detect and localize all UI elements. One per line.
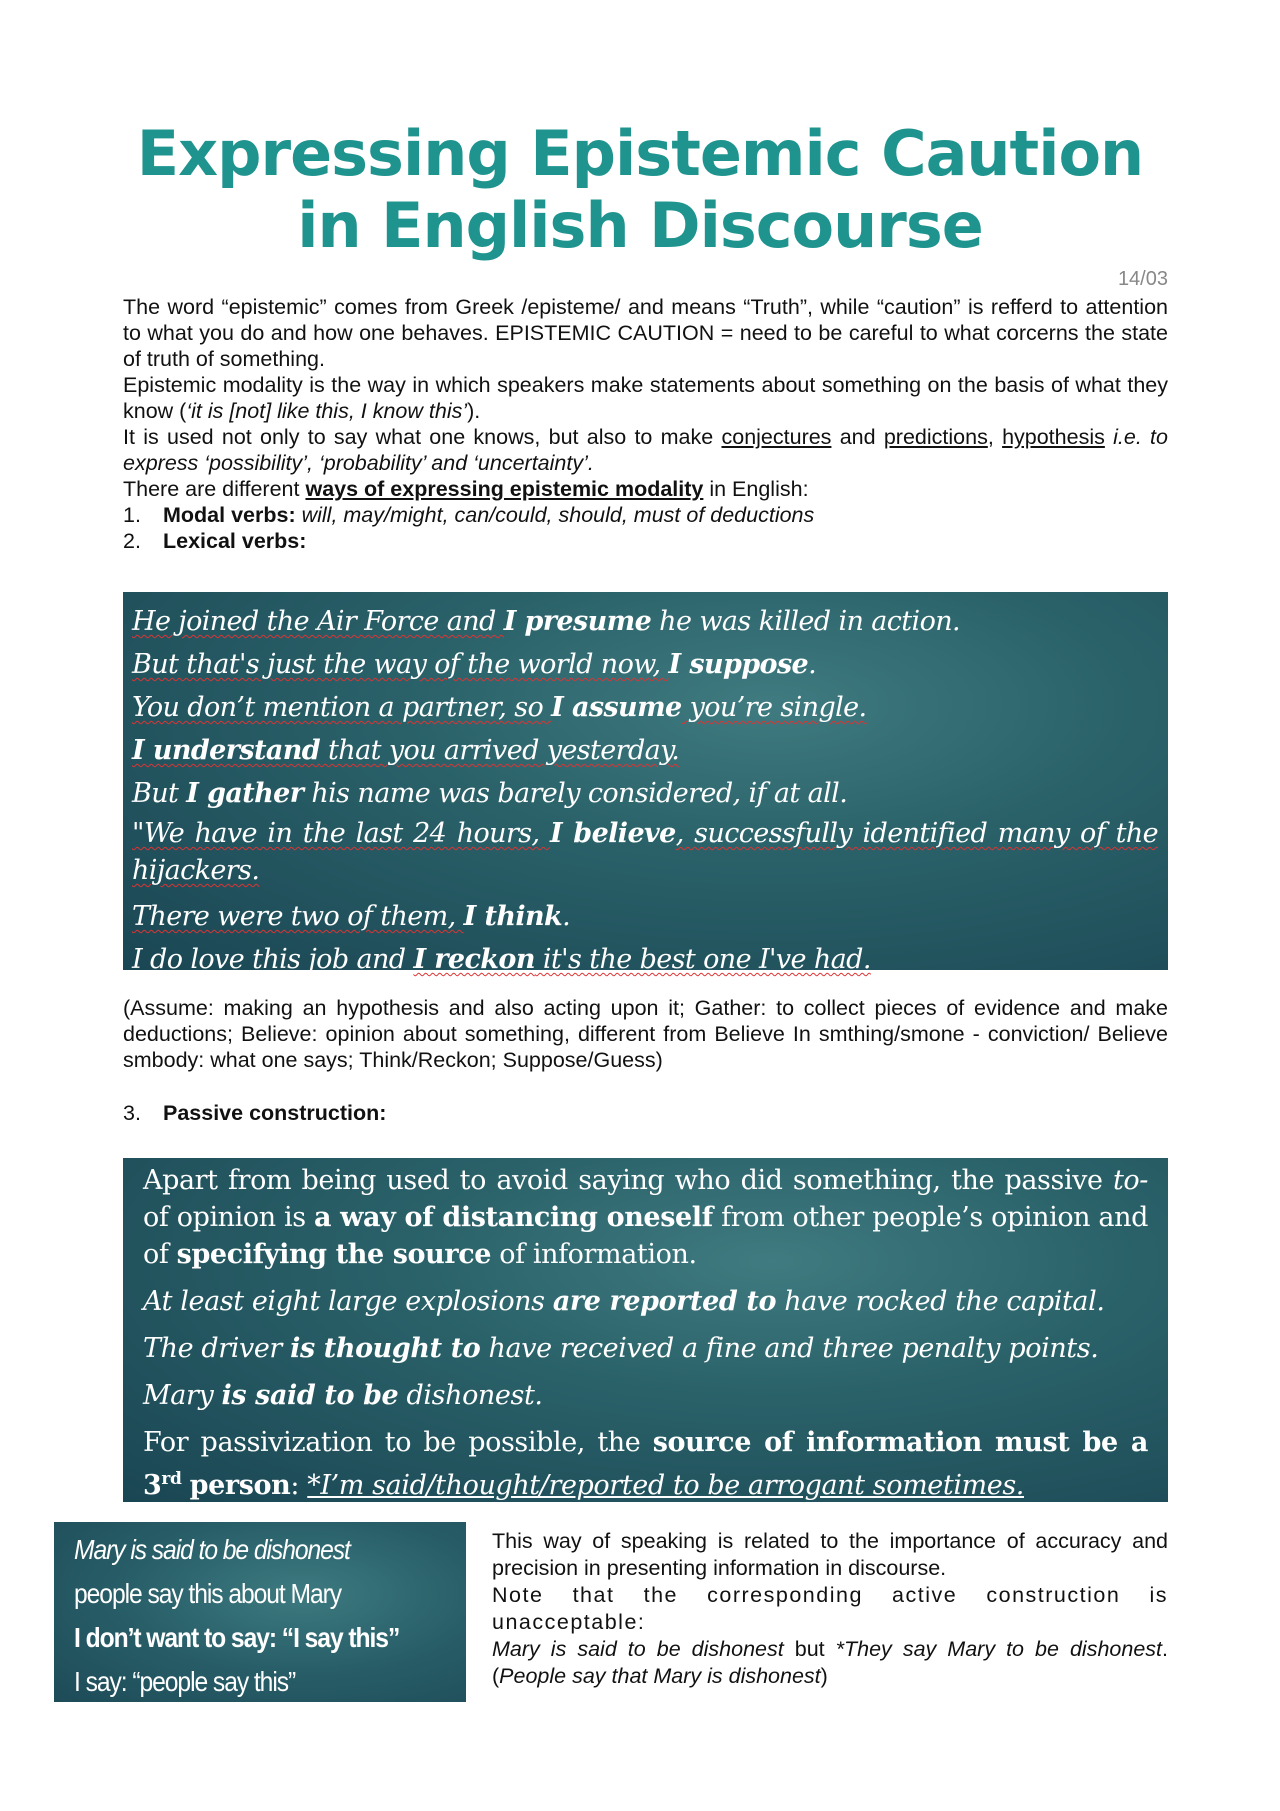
lexical-note: (Assume: making an hypothesis and also acting upon it; Gather: to collect pieces of evidence and make deductions; Believe: opinion about something, different from Believe In smthing/smone - conviction/ Believe smbody: what one says; Think/Reckon; Suppose/Guess): [123, 996, 1168, 1072]
list-item-modal-verbs: [123, 502, 1168, 528]
example-line: [132, 729, 1158, 772]
text-span: *I’m said/thought/reported to be arrogant sometimes.: [307, 1470, 1024, 1501]
text-span: is said to be: [221, 1380, 399, 1411]
text-span: For passivization to be possible, the: [143, 1427, 653, 1458]
text-span: he was killed in action.: [651, 606, 961, 637]
text-span: that you arrived yesterday.: [320, 735, 680, 766]
text-span: But: [132, 778, 187, 809]
passive-example: [143, 1283, 1148, 1320]
text-span: ‘it is [not] like this, I know this’: [186, 399, 468, 423]
text-span: dishonest.: [398, 1380, 543, 1411]
text-span: Apart from being used to avoid saying who did something, the passive: [143, 1165, 1113, 1196]
text-span: of opinion is: [143, 1202, 314, 1233]
example-line: [132, 643, 1158, 686]
text-span: rd: [161, 1469, 182, 1489]
date-label: 14/03: [1117, 268, 1168, 290]
intro-paragraph-1: The word “epistemic” comes from Greek /episteme/ and means “Truth”, while “caution” is refferd to attention to what you do and how one behaves. EPISTEMIC CAUTION = need to be careful to what corcerns the state of truth of something.: [123, 295, 1168, 371]
text-span: ): [820, 1664, 828, 1688]
text-span: You don’t mention a partner, so: [132, 692, 552, 723]
text-span: I do love this job and: [132, 944, 414, 975]
text-span: , successfully identified many of the hijackers.: [132, 818, 1158, 886]
text-span: are reported to: [552, 1286, 777, 1317]
summary-line: I don’t want to say: “I say this”: [74, 1622, 400, 1653]
text-span: There were two of them,: [132, 901, 464, 932]
text-span: person: [189, 1470, 291, 1501]
list-number: 3.: [123, 1101, 141, 1125]
title-line-1: Expressing Epistemic Caution: [136, 117, 1144, 190]
example-line: [132, 815, 1158, 889]
summary-panel: [54, 1522, 466, 1702]
list-item-lexical-verbs: [123, 528, 1168, 554]
text-span: is thought to: [290, 1333, 481, 1364]
text-span: I suppose: [668, 649, 809, 680]
text-span: you’re single.: [681, 692, 867, 723]
text-span: predictions: [883, 425, 988, 449]
passive-explanation: [143, 1162, 1148, 1273]
list-number: 2.: [123, 529, 141, 553]
text-span: The driver: [143, 1333, 291, 1364]
title-line-2: in English Discourse: [297, 189, 983, 262]
intro-paragraph-4: [123, 476, 1168, 502]
text-span: of information.: [491, 1239, 697, 1270]
text-span: .: [808, 649, 817, 680]
summary-line: Mary is said to be dishonest: [74, 1534, 350, 1565]
text-span: :: [290, 1470, 308, 1501]
text-span: "We have in the last 24 hours,: [132, 818, 550, 849]
passive-construction-panel: [123, 1158, 1168, 1502]
list-item-passive: [123, 1100, 1168, 1126]
intro-paragraph-3: [123, 424, 1168, 476]
example-line: [132, 600, 1158, 643]
text-span: but: [783, 1637, 836, 1661]
page-title: [0, 118, 1280, 262]
text-span: i.e. to express ‘possibility’, ‘probability’ and ‘uncertainty’.: [123, 425, 1168, 475]
text-span: I presume: [503, 606, 652, 637]
text-span: .: [562, 901, 571, 932]
summary-line: people say this about Mary: [74, 1578, 342, 1609]
list-label: Passive construction:: [163, 1101, 387, 1125]
text-span: have received a fine and three penalty points.: [480, 1333, 1099, 1364]
text-span: have rocked the capital.: [776, 1286, 1105, 1317]
side-paragraph-3: [492, 1636, 1168, 1690]
example-line: [132, 895, 1158, 938]
text-span: At least eight large explosions: [143, 1286, 553, 1317]
text-span: ways of expressing epistemic modality: [305, 477, 704, 501]
list-label: Lexical verbs:: [163, 529, 307, 553]
passive-rule: [143, 1424, 1148, 1504]
text-span: I think: [463, 901, 563, 932]
text-span: it's the best one I've had.: [534, 944, 871, 975]
text-span: Epistemic modality is the way in which speakers make statements about something on the basis of what they know (: [123, 373, 1168, 423]
side-paragraph-2: Note that the corresponding active construction is unacceptable:: [492, 1583, 1168, 1634]
text-span: Mary is said to be dishonest: [492, 1637, 784, 1661]
text-span: source of information must be a 3: [143, 1427, 1148, 1501]
text-span: . (: [492, 1637, 1168, 1688]
text-span: I understand: [132, 735, 321, 766]
text-span: I reckon: [413, 944, 535, 975]
text-span: Mary: [143, 1380, 222, 1411]
list-detail: will, may/might, can/could, should, must of deductions: [295, 503, 815, 527]
list-label: Modal verbs:: [163, 503, 296, 527]
list-item-passive-section: [123, 1100, 1168, 1126]
text-span: There are different: [123, 477, 306, 501]
text-span: from other people’s opinion and of: [143, 1202, 1149, 1270]
passive-example: [143, 1377, 1148, 1414]
text-span: It is used not only to say what one knows, but also to make: [123, 425, 722, 449]
lexical-verbs-panel: [123, 592, 1168, 975]
text-span: People say that Mary is dishonest: [499, 1664, 821, 1688]
text-span: But that's just the way of the world now,: [132, 649, 669, 680]
text-span: a way of distancing oneself: [313, 1202, 713, 1233]
side-text: [492, 1528, 1168, 1690]
intro-paragraph-2: [123, 372, 1168, 424]
text-span: his name was barely considered, if at all.: [303, 778, 848, 809]
text-span: *They say Mary to be dishonest: [835, 1637, 1163, 1661]
list-number: 1.: [123, 503, 141, 527]
text-span: ,: [987, 425, 1003, 449]
summary-line: I say: “people say this”: [74, 1666, 296, 1697]
text-span: conjectures: [721, 425, 832, 449]
passive-example: [143, 1330, 1148, 1367]
text-span: to-: [1112, 1165, 1148, 1196]
text-span: I assume: [551, 692, 682, 723]
text-span: in English:: [703, 477, 809, 501]
text-span: He joined the Air Force and: [132, 606, 504, 637]
text-span: I gather: [186, 778, 304, 809]
text-span: hypothesis: [1002, 425, 1105, 449]
text-span: specifying the source: [176, 1239, 492, 1270]
text-span: I believe: [549, 818, 676, 849]
text-span: and: [831, 425, 884, 449]
intro-section: [123, 294, 1168, 554]
example-line: [132, 938, 1158, 981]
example-line: [132, 772, 1158, 815]
side-paragraph-1: This way of speaking is related to the importance of accuracy and precision in presenting information in discourse.: [492, 1529, 1168, 1580]
example-line: [132, 686, 1158, 729]
text-span: ).: [467, 399, 481, 423]
